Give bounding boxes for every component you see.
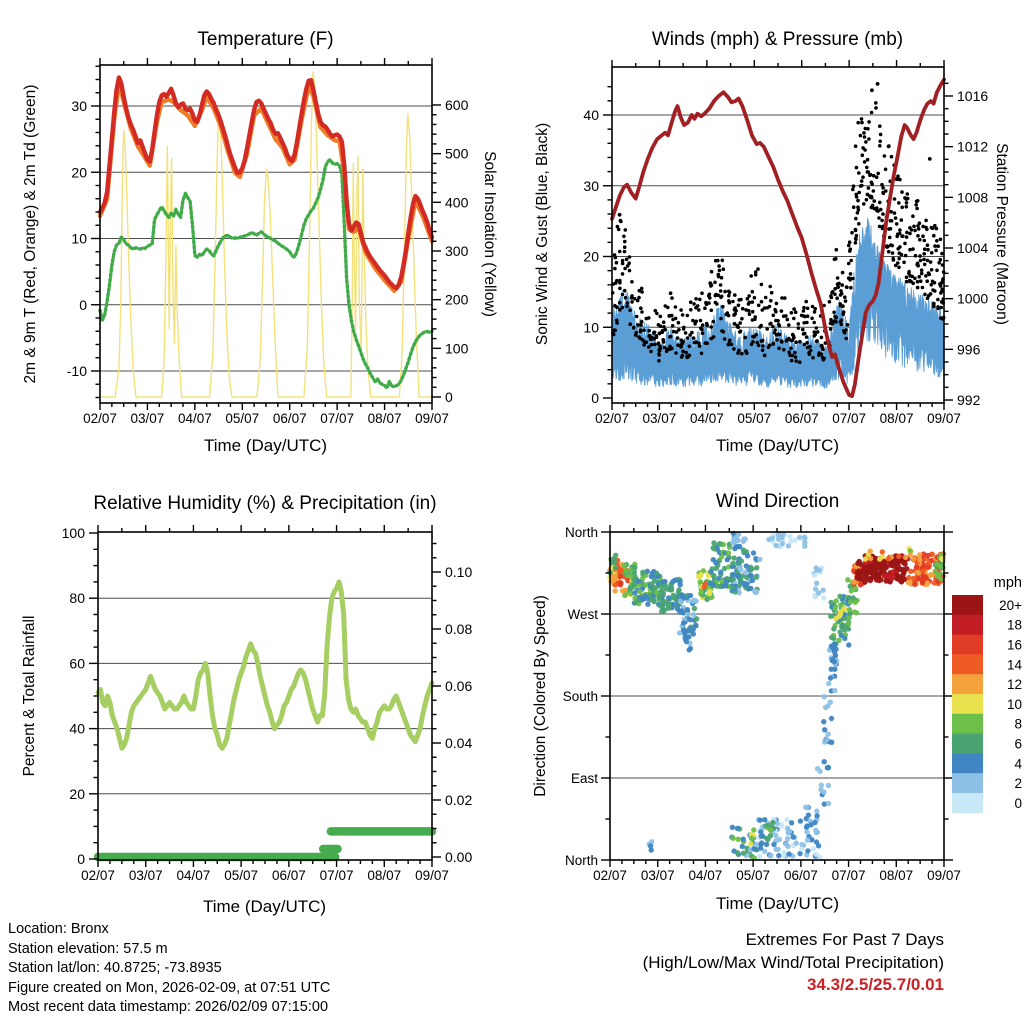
svg-text:03/07: 03/07 <box>128 868 163 883</box>
svg-text:03/07: 03/07 <box>640 868 675 883</box>
y-axis-label-humidity-left: Percent & Total Rainfall <box>21 615 38 777</box>
svg-text:10: 10 <box>71 230 87 247</box>
temperature-chart <box>0 0 512 475</box>
station-location: Location: Bronx <box>8 921 109 937</box>
svg-text:South: South <box>562 689 598 704</box>
chart-title-humidity: Relative Humidity (%) & Precipitation (in) <box>93 493 437 514</box>
svg-text:0.10: 0.10 <box>445 564 473 580</box>
svg-text:02/07: 02/07 <box>593 868 627 883</box>
winds-pressure-chart <box>512 0 1024 475</box>
svg-text:20: 20 <box>71 164 87 181</box>
svg-text:08/07: 08/07 <box>367 411 402 426</box>
svg-text:0.06: 0.06 <box>445 678 473 694</box>
svg-text:2: 2 <box>1014 776 1022 792</box>
y-axis-label-pressure-right: Station Pressure (Maroon) <box>993 143 1010 325</box>
chart-title-wind-direction: Wind Direction <box>715 491 840 512</box>
x-axis-label-temperature: Time (Day/UTC) <box>203 436 328 455</box>
svg-text:07/07: 07/07 <box>319 868 354 883</box>
svg-text:0: 0 <box>77 851 85 867</box>
svg-text:6: 6 <box>1014 736 1022 752</box>
station-latlon: Station lat/lon: 40.8725; -73.8935 <box>8 960 222 977</box>
svg-text:09/07: 09/07 <box>927 868 961 883</box>
svg-text:09/07: 09/07 <box>927 411 961 426</box>
svg-text:02/07: 02/07 <box>595 411 629 426</box>
svg-text:500: 500 <box>445 145 469 162</box>
svg-text:16: 16 <box>1006 637 1022 653</box>
x-axis-label-direction: Time (Day/UTC) <box>715 894 840 913</box>
svg-text:08/07: 08/07 <box>879 411 914 426</box>
x-axis-label-winds: Time (Day/UTC) <box>715 436 840 455</box>
svg-text:07/07: 07/07 <box>831 868 866 883</box>
svg-text:12: 12 <box>1006 677 1022 693</box>
extremes-subtitle: (High/Low/Max Wind/Total Precipitation) <box>642 952 944 972</box>
svg-text:East: East <box>570 771 598 786</box>
svg-text:0: 0 <box>79 296 87 313</box>
svg-text:992: 992 <box>957 392 981 408</box>
svg-text:03/07: 03/07 <box>130 411 165 426</box>
extremes-title: Extremes For Past 7 Days <box>745 930 944 949</box>
svg-text:02/07: 02/07 <box>83 411 117 426</box>
svg-text:West: West <box>567 607 598 622</box>
svg-text:10: 10 <box>1006 696 1022 712</box>
svg-text:1008: 1008 <box>957 189 989 206</box>
chart-title-winds-pressure: Winds (mph) & Pressure (mb) <box>651 29 904 50</box>
svg-text:0: 0 <box>1014 795 1022 811</box>
svg-text:08/07: 08/07 <box>879 868 914 883</box>
svg-text:1012: 1012 <box>957 138 989 155</box>
svg-text:05/07: 05/07 <box>736 868 771 883</box>
svg-text:20: 20 <box>583 248 599 265</box>
svg-text:8: 8 <box>1014 716 1022 732</box>
svg-text:600: 600 <box>445 96 469 113</box>
svg-text:40: 40 <box>583 107 599 123</box>
chart-title-temperature: Temperature (F) <box>197 29 334 50</box>
svg-text:1000: 1000 <box>957 290 989 307</box>
y-axis-label-temperature-left: 2m & 9m T (Red, Orange) & 2m Td (Green) <box>22 84 39 384</box>
svg-text:30: 30 <box>583 177 599 194</box>
svg-text:0.02: 0.02 <box>445 792 473 808</box>
svg-text:100: 100 <box>61 525 85 541</box>
svg-text:0: 0 <box>445 389 453 405</box>
svg-text:100: 100 <box>445 340 469 357</box>
svg-text:03/07: 03/07 <box>642 411 677 426</box>
svg-text:20+: 20+ <box>999 597 1022 613</box>
station-info <box>8 920 330 1018</box>
wind-direction-chart <box>512 480 1024 920</box>
svg-text:07/07: 07/07 <box>832 411 867 426</box>
svg-text:04/07: 04/07 <box>688 868 723 883</box>
svg-text:05/07: 05/07 <box>224 868 259 883</box>
svg-text:1004: 1004 <box>957 239 989 256</box>
svg-text:0.08: 0.08 <box>445 621 473 637</box>
svg-text:14: 14 <box>1006 657 1022 673</box>
svg-text:-10: -10 <box>66 363 87 379</box>
svg-text:300: 300 <box>445 242 469 259</box>
x-axis-label-humidity: Time (Day/UTC) <box>202 897 327 916</box>
extremes-block <box>643 929 944 997</box>
svg-text:North: North <box>564 853 598 868</box>
svg-text:09/07: 09/07 <box>415 411 449 426</box>
svg-text:1016: 1016 <box>957 87 989 104</box>
svg-text:North: North <box>564 525 598 540</box>
svg-text:30: 30 <box>71 98 87 114</box>
svg-text:80: 80 <box>69 590 85 607</box>
data-timestamp: Most recent data timestamp: 2026/02/09 07:15:00 <box>8 999 329 1016</box>
humidity-precip-chart <box>0 480 512 920</box>
svg-text:4: 4 <box>1014 756 1022 772</box>
svg-text:10: 10 <box>583 319 599 336</box>
figure-created: Figure created on Mon, 2026-02-09, at 07:51 UTC <box>8 979 331 996</box>
svg-text:08/07: 08/07 <box>367 868 402 883</box>
svg-text:06/07: 06/07 <box>271 868 306 883</box>
svg-text:40: 40 <box>69 720 85 737</box>
y-axis-label-solar-right: Solar Insolation (Yellow) <box>481 151 498 317</box>
svg-text:06/07: 06/07 <box>272 411 307 426</box>
svg-text:0.04: 0.04 <box>445 735 473 751</box>
svg-text:0: 0 <box>591 390 599 406</box>
svg-text:07/07: 07/07 <box>320 411 355 426</box>
svg-text:06/07: 06/07 <box>783 868 818 883</box>
svg-text:04/07: 04/07 <box>689 411 724 426</box>
svg-text:04/07: 04/07 <box>176 868 211 883</box>
extremes-values: 34.3/2.5/25.7/0.01 <box>806 975 944 994</box>
y-axis-label-wind-left: Sonic Wind & Gust (Blue, Black) <box>534 122 551 346</box>
y-axis-label-direction-left: Direction (Colored By Speed) <box>532 595 549 797</box>
svg-text:400: 400 <box>445 194 469 211</box>
svg-text:60: 60 <box>69 655 85 672</box>
svg-text:04/07: 04/07 <box>177 411 212 426</box>
svg-text:18: 18 <box>1006 617 1022 633</box>
svg-text:02/07: 02/07 <box>81 868 115 883</box>
svg-text:06/07: 06/07 <box>784 411 819 426</box>
svg-text:200: 200 <box>445 291 469 308</box>
svg-text:mph: mph <box>993 575 1022 591</box>
svg-text:05/07: 05/07 <box>225 411 260 426</box>
svg-text:09/07: 09/07 <box>415 868 449 883</box>
svg-text:996: 996 <box>957 341 981 358</box>
svg-text:0.00: 0.00 <box>445 849 473 865</box>
svg-text:05/07: 05/07 <box>737 411 772 426</box>
svg-text:20: 20 <box>69 785 85 802</box>
station-elevation: Station elevation: 57.5 m <box>8 940 168 957</box>
